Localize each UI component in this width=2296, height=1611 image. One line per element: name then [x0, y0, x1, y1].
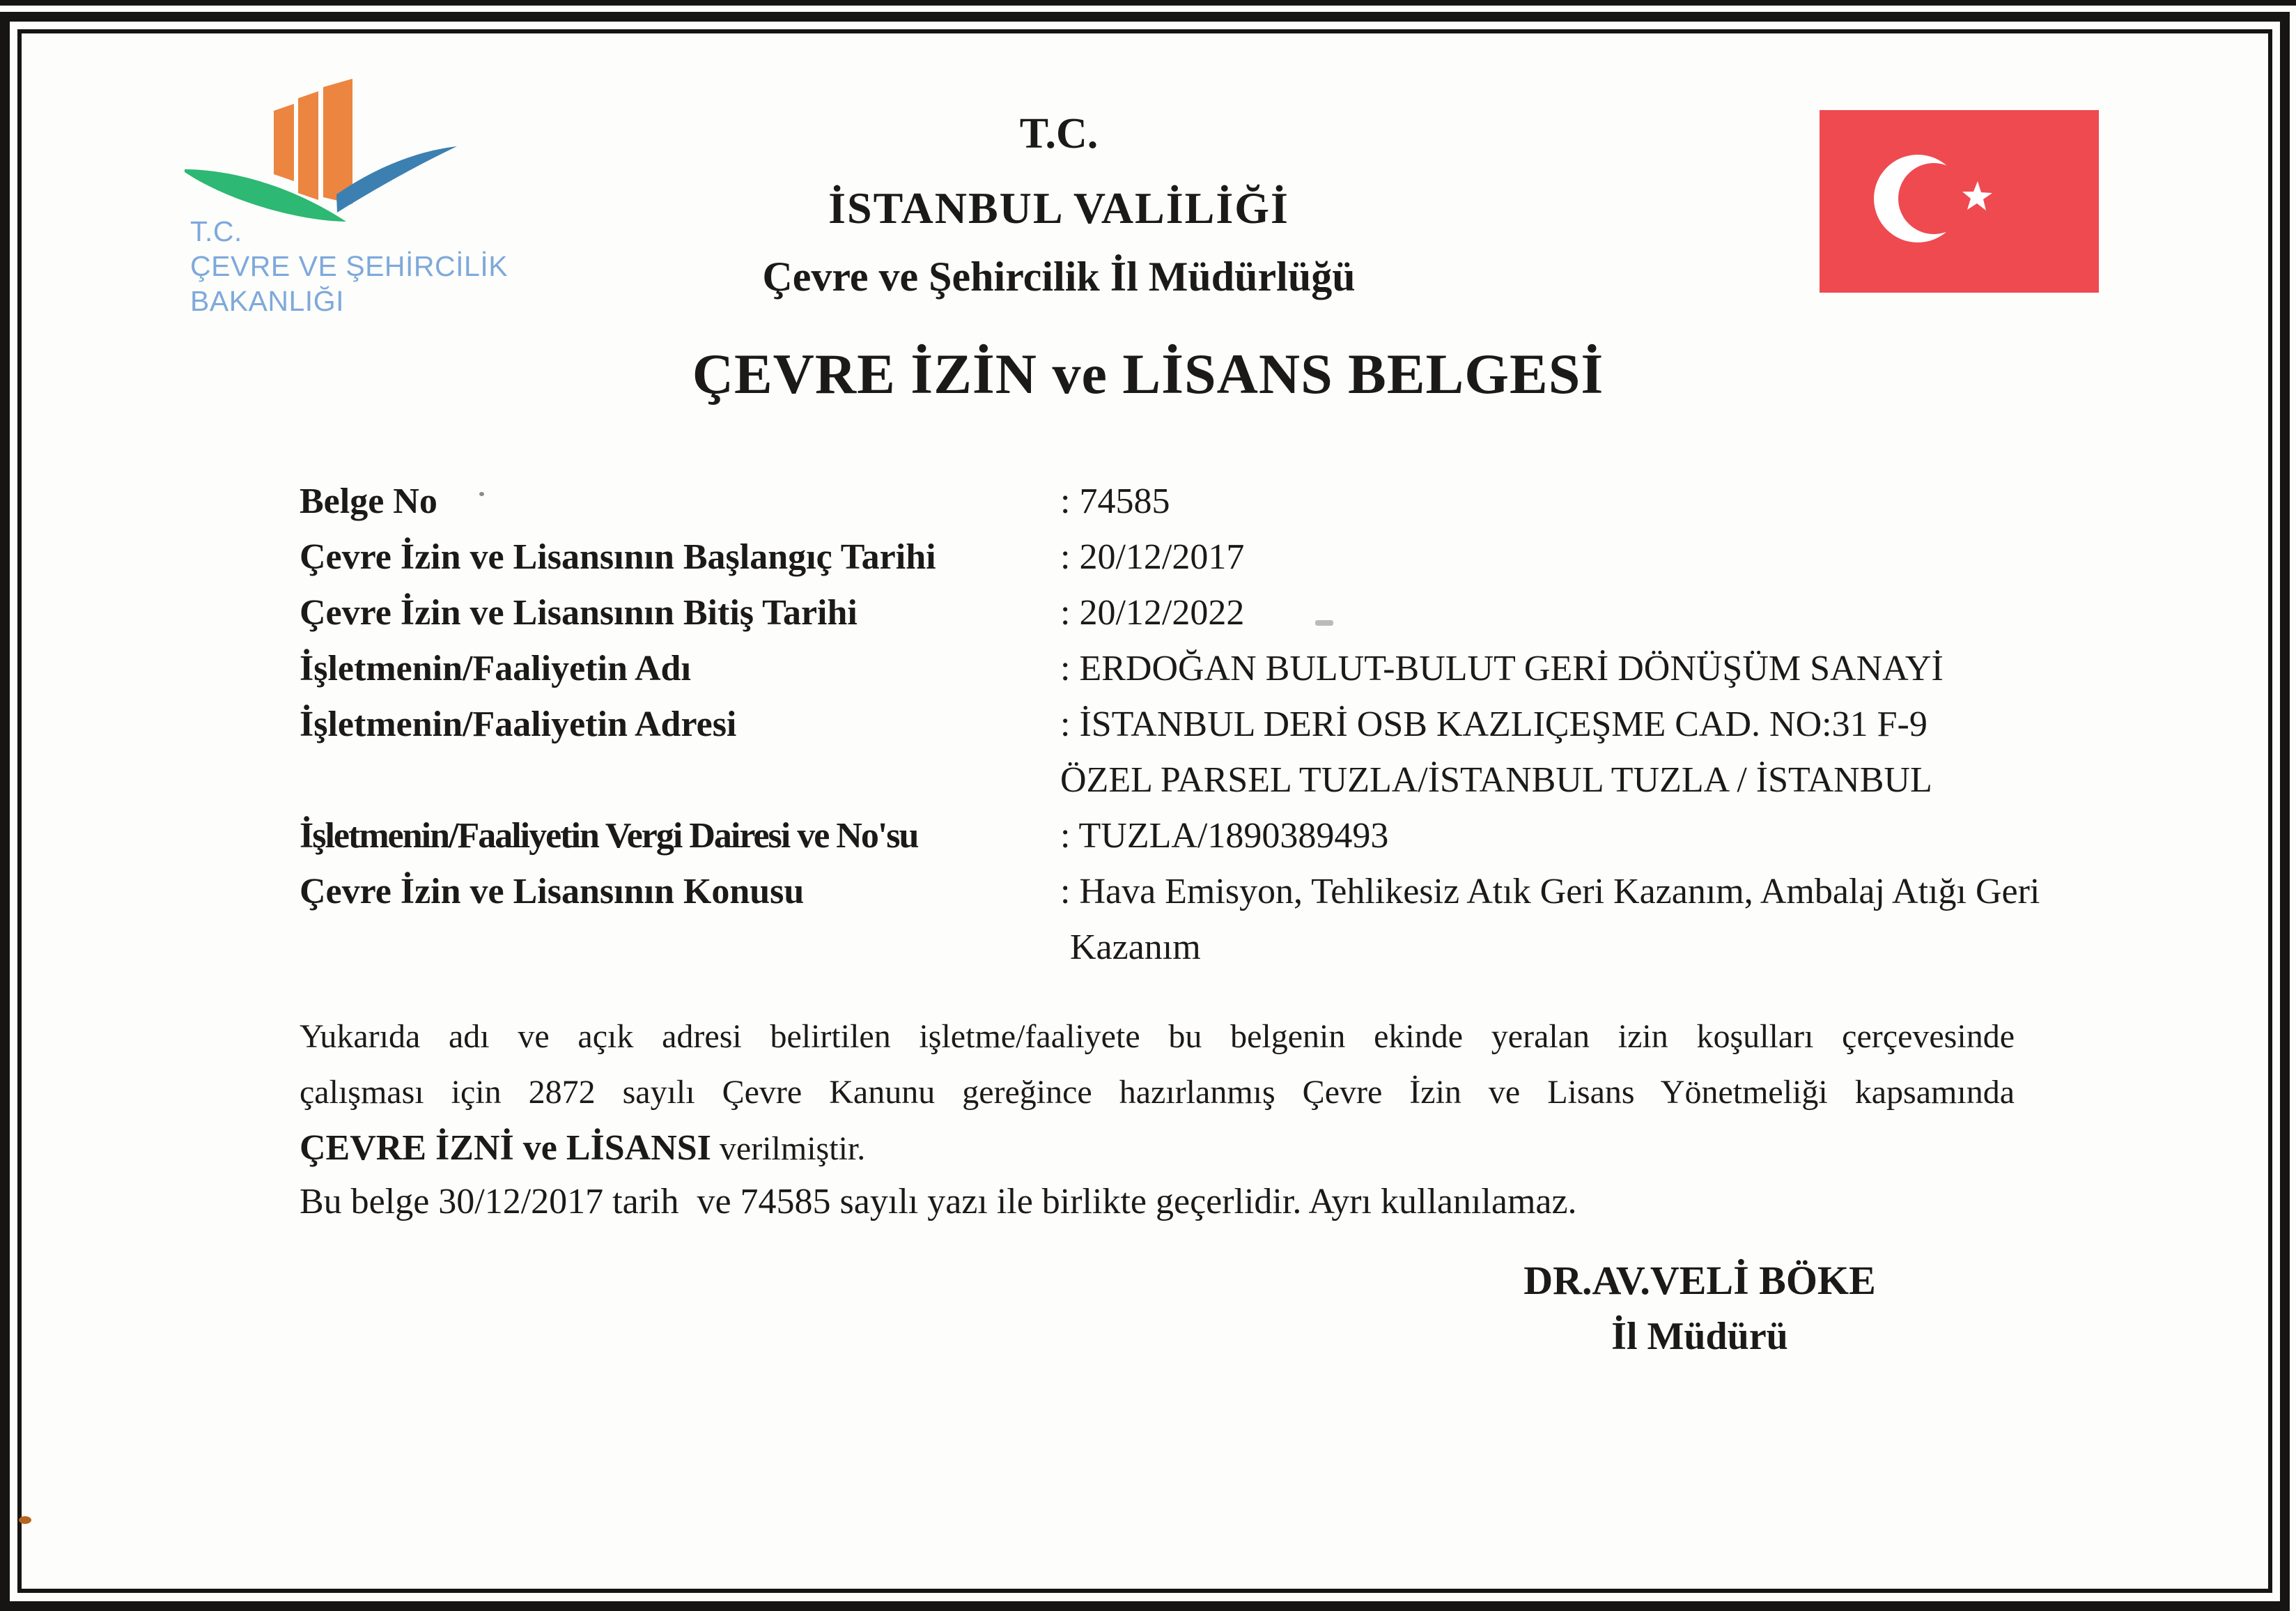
scan-speck — [19, 1516, 31, 1524]
scan-speck — [1315, 620, 1333, 626]
field-row-belge-no — [300, 474, 2111, 530]
field-label: Çevre İzin ve Lisansının Konusu — [300, 872, 805, 911]
field-row-baslangic-tarihi — [300, 530, 2111, 585]
letterhead-tc: T.C. — [1019, 110, 1099, 157]
field-value: : İSTANBUL DERİ OSB KAZLIÇEŞME CAD. NO:31 F-9 ÖZEL PARSEL TUZLA/İSTANBUL TUZLA / İSTANBUL — [1060, 704, 1932, 800]
field-value: : TUZLA/1890389493 — [1060, 816, 1389, 856]
scan-edge-line — [0, 0, 2296, 6]
field-label: İşletmenin/Faaliyetin Vergi Dairesi ve No'su — [300, 816, 918, 856]
grant-paragraph — [300, 1009, 2015, 1177]
field-row-bitis-tarihi — [300, 585, 2111, 641]
validity-note: Bu belge 30/12/2017 tarih ve 74585 sayılı yazı ile birlikte geçerlidir. Ayrı kullanılamaz. — [300, 1182, 1577, 1221]
fields-table — [300, 474, 2111, 976]
field-label: İşletmenin/Faaliyetin Adı — [300, 649, 691, 688]
ministry-logo-line1: T.C. — [190, 215, 242, 247]
signature-name: DR.AV.VELİ BÖKE — [1523, 1258, 1876, 1303]
grant-bold-phrase: ÇEVRE İZNİ ve LİSANSI — [300, 1128, 711, 1168]
grant-paragraph-line — [300, 1120, 2015, 1177]
field-label: Belge No — [300, 481, 437, 521]
ministry-logo-text — [190, 214, 508, 318]
ministry-logo — [174, 66, 509, 317]
field-row-isletme-adi — [300, 641, 2111, 697]
ministry-logo-icon — [174, 66, 474, 237]
page-title: ÇEVRE İZİN ve LİSANS BELGESİ — [692, 342, 1604, 406]
field-row-isletme-adresi — [300, 697, 2111, 808]
field-value: : ERDOĞAN BULUT-BULUT GERİ DÖNÜŞÜM SANAYİ — [1060, 649, 1944, 688]
grant-paragraph-line: Yukarıda adı ve açık adresi belirtilen işletme/faaliyete bu belgenin ekinde yeralan izin koşulları çerçevesinde — [300, 1018, 2015, 1055]
ministry-logo-line3: BAKANLIĞI — [190, 285, 344, 317]
scan-speck — [479, 492, 484, 496]
grant-paragraph-line: çalışması için 2872 sayılı Çevre Kanunu gereğince hazırlanmış Çevre İzin ve Lisans Yönetmeliği kapsamında — [300, 1074, 2015, 1111]
field-value: : 20/12/2022 — [1060, 593, 1245, 633]
field-row-vergi-dairesi — [300, 808, 2111, 864]
field-label: İşletmenin/Faaliyetin Adresi — [300, 704, 737, 744]
signature-block — [1477, 1253, 1923, 1364]
letterhead-governorship: İSTANBUL VALİLİĞİ — [828, 183, 1289, 233]
ministry-logo-line2: ÇEVRE VE ŞEHİRCİLİK — [190, 250, 509, 282]
field-label: Çevre İzin ve Lisansının Başlangıç Tarihi — [300, 537, 936, 577]
letterhead-directorate: Çevre ve Şehircilik İl Müdürlüğü — [762, 254, 1356, 300]
grant-tail: verilmiştir. — [711, 1130, 866, 1167]
field-value: : Hava Emisyon, Tehlikesiz Atık Geri Kazanım, Ambalaj Atığı Geri Kazanım — [1060, 872, 2040, 967]
signature-title: İl Müdürü — [1611, 1315, 1788, 1358]
field-value: : 20/12/2017 — [1060, 537, 1245, 577]
field-value: : 74585 — [1060, 481, 1170, 521]
field-row-lisans-konusu — [300, 864, 2111, 976]
turkish-flag-icon — [1820, 110, 2099, 293]
letterhead — [662, 111, 1456, 298]
field-label: Çevre İzin ve Lisansının Bitiş Tarihi — [300, 593, 858, 633]
